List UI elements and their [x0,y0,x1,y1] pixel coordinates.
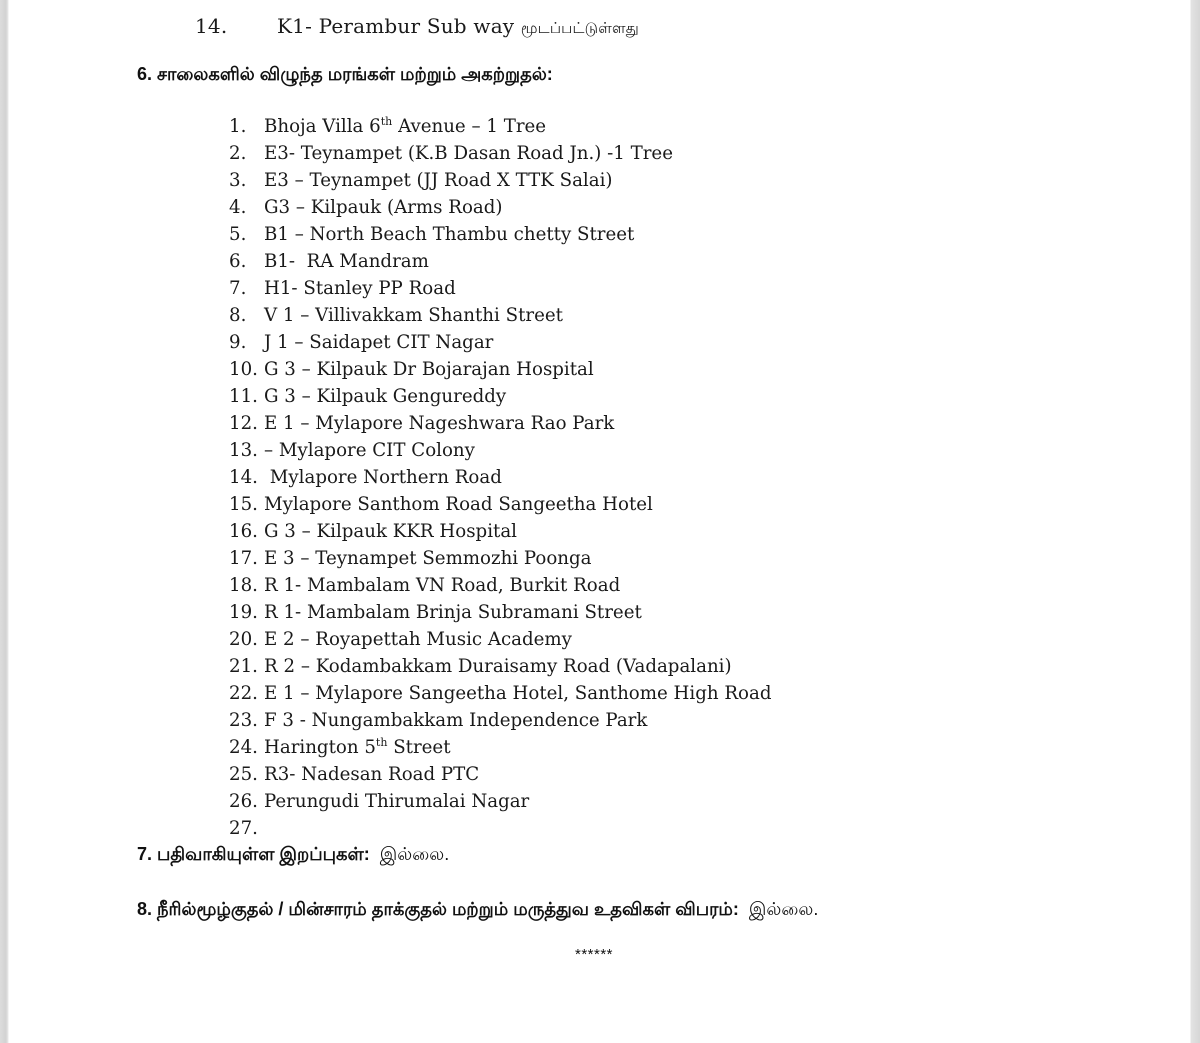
list-item-number: 23. [229,710,258,731]
list-item-text: G 3 – Kilpauk Gengureddy [264,386,507,407]
list-item-number: 16. [229,521,258,542]
list-item-text: E 2 – Royapettah Music Academy [264,629,572,650]
list-item-number: 24. [229,737,258,758]
list-item-text: H1- Stanley PP Road [264,278,456,299]
list-item-number: 22. [229,683,258,704]
list-item-text: B1- RA Mandram [264,251,429,272]
list-item [229,653,772,680]
end-marker: ****** [575,946,614,963]
top-item-status: மூடப்பட்டுள்ளது [520,20,639,37]
list-item-number: 5. [229,224,247,245]
list-item [229,383,772,410]
section-7-value: இல்லை. [379,844,450,864]
list-item [229,302,772,329]
list-item-number: 6. [229,251,247,272]
list-item [229,167,772,194]
list-item-text: Mylapore Santhom Road Sangeetha Hotel [264,494,653,515]
list-item-number: 12. [229,413,258,434]
list-item [229,518,772,545]
list-item [229,221,772,248]
list-item [229,491,772,518]
list-item [229,113,772,140]
list-item-number: 10. [229,359,258,380]
list-item [229,707,772,734]
list-item-number: 4. [229,197,247,218]
list-item-text: J 1 – Saidapet CIT Nagar [264,332,494,353]
list-item-number: 27. [229,818,258,839]
list-item-text: G 3 – Kilpauk Dr Bojarajan Hospital [264,359,594,380]
list-item-number: 15. [229,494,258,515]
list-item [229,761,772,788]
list-item-text: E3 – Teynampet (JJ Road X TTK Salai) [264,170,613,191]
list-item-text: E 1 – Mylapore Sangeetha Hotel, Santhome High Road [264,683,772,704]
list-item-text: F 3 - Nungambakkam Independence Park [264,710,648,731]
list-item [229,140,772,167]
list-item-text: Perungudi Thirumalai Nagar [264,791,530,812]
section-8-value: இல்லை. [748,899,819,919]
list-item [229,788,772,815]
list-item-number: 7. [229,278,247,299]
list-item [229,329,772,356]
list-item-text: R 1- Mambalam VN Road, Burkit Road [264,575,621,596]
list-item [229,599,772,626]
list-item-text: R 2 – Kodambakkam Duraisamy Road (Vadapalani) [264,656,732,677]
list-item-text: B1 – North Beach Thambu chetty Street [264,224,635,245]
list-item-text: Bhoja Villa 6 [264,116,381,137]
list-item [229,572,772,599]
list-item-text-suffix: Avenue – 1 Tree [392,116,547,137]
section-8-heading: 8. நீரில்மூழ்குதல் / மின்சாரம் தாக்குதல் மற்றும் மருத்துவ உதவிகள் விபரம்: [137,899,739,919]
list-item-text: G 3 – Kilpauk KKR Hospital [264,521,517,542]
list-item-ordinal-suffix: th [380,115,393,128]
list-item [229,437,772,464]
list-item-number: 1. [229,116,247,137]
list-item-number: 14. [229,467,258,488]
list-item [229,464,772,491]
list-item-text: E 1 – Mylapore Nageshwara Rao Park [264,413,615,434]
list-item [229,626,772,653]
list-item-text: V 1 – Villivakkam Shanthi Street [264,305,563,326]
list-item-number: 3. [229,170,247,191]
list-item [229,248,772,275]
section-6-heading: 6. சாலைகளில் விழுந்த மரங்கள் மற்றும் அகற்றுதல்: [137,64,553,84]
list-item [229,680,772,707]
list-item-number: 8. [229,305,247,326]
list-item-number: 9. [229,332,247,353]
list-item [229,545,772,572]
section-7-heading: 7. பதிவாகியுள்ள இறப்புகள்: [137,844,370,864]
list-item [229,410,772,437]
list-item-number: 26. [229,791,258,812]
list-item-number: 21. [229,656,258,677]
list-item [229,275,772,302]
list-item [229,734,772,761]
list-item [229,356,772,383]
list-item-number: 17. [229,548,258,569]
list-item-number: 11. [229,386,258,407]
document-page [9,0,1190,1043]
list-item-number: 2. [229,143,247,164]
list-item-text: R3- Nadesan Road PTC [264,764,480,785]
list-item-text: R 1- Mambalam Brinja Subramani Street [264,602,642,623]
list-item-text: – Mylapore CIT Colony [264,440,475,461]
list-item-text: G3 – Kilpauk (Arms Road) [264,197,503,218]
list-item [229,815,772,842]
list-item-number: 25. [229,764,258,785]
list-item-number: 18. [229,575,258,596]
list-item-text: Mylapore Northern Road [264,467,502,488]
list-item-ordinal-suffix: th [375,736,388,749]
list-item-number: 20. [229,629,258,650]
top-item-text: K1- Perambur Sub way [277,14,515,38]
top-item-14 [195,14,639,39]
list-item-text: E3- Teynampet (K.B Dasan Road Jn.) -1 Tree [264,143,673,164]
top-item-number: 14. [195,14,228,38]
list-item-text-suffix: Street [387,737,451,758]
section-7 [137,844,449,867]
list-item [229,194,772,221]
section-8 [137,899,818,922]
list-item-number: 13. [229,440,258,461]
list-item-text: E 3 – Teynampet Semmozhi Poonga [264,548,592,569]
list-item-number: 19. [229,602,258,623]
fallen-trees-list [229,113,772,842]
list-item-text: Harington 5 [264,737,376,758]
